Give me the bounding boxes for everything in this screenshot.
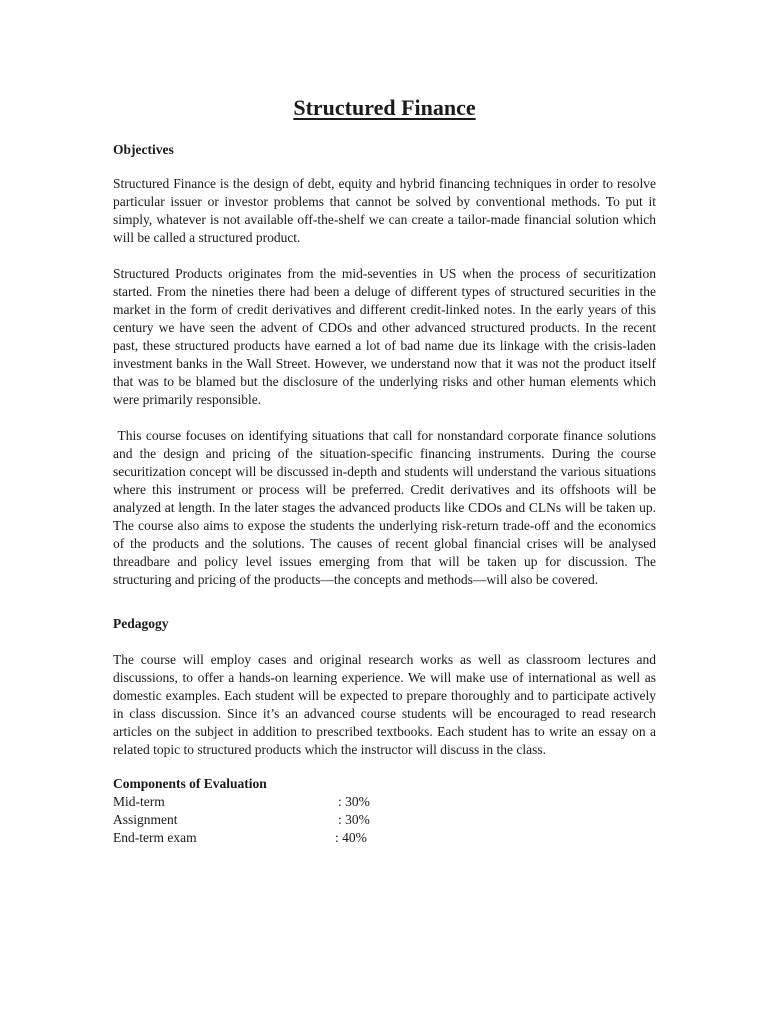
evaluation-heading: Components of Evaluation: [113, 776, 267, 791]
objectives-paragraph-2: Structured Products originates from the mid-seventies in US when the process of securitization started. From the nineties there had been a deluge of different types of structured securities in the market in the form of credit derivatives and different credit-linked notes. In the early years of this century we have seen the advent of CDOs and other advanced structured products. In the recent past, these structured products have earned a lot of bad name due its linkage with the crisis-laden investment banks in the Wall Street. However, we understand now that it was not the product itself that was to be blamed but the disclosure of the underlying risks and other human elements which were primarily responsible.: [113, 266, 656, 407]
evaluation-item-assignment: [113, 811, 656, 829]
pedagogy-paragraph: The course will employ cases and original research works as well as classroom lectures and discussions, to offer a hands-on learning experience. We will make use of international as well as domestic examples. Each student will be expected to prepare thoroughly and to participate actively in class discussion. Since it’s an advanced course students will be encouraged to read research articles on the subject in addition to prescribed textbooks. Each student has to write an essay on a related topic to structured products which the instructor will discuss in the class.: [113, 652, 656, 757]
evaluation-label: Assignment: [113, 812, 178, 827]
evaluation-weight: : 30%: [338, 794, 370, 809]
evaluation-weight: : 40%: [335, 830, 367, 845]
evaluation-label: End-term exam: [113, 830, 197, 845]
evaluation-item-midterm: [113, 793, 656, 811]
pedagogy-heading: Pedagogy: [113, 616, 169, 631]
objectives-paragraph-1: Structured Finance is the design of debt, equity and hybrid financing techniques in order to resolve particular issuer or investor problems that cannot be solved by conventional methods. To put it simply, whatever is not available off-the-shelf we can create a tailor-made financial solution which will be called a structured product.: [113, 176, 656, 245]
evaluation-label: Mid-term: [113, 794, 165, 809]
evaluation-list: [113, 793, 656, 847]
evaluation-weight: : 30%: [338, 812, 370, 827]
objectives-heading: Objectives: [113, 142, 174, 157]
objectives-paragraph-3: This course focuses on identifying situations that call for nonstandard corporate finance solutions and the design and pricing of the situation-specific financing instruments. During the course securitization concept will be discussed in-depth and students will understand the various situations where this instrument or process will be preferred. Credit derivatives and its offshoots will be analyzed at length. In the later stages the advanced products like CDOs and CLNs will be taken up. The course also aims to expose the students the underlying risk-return trade-off and the economics of the products and the solutions. The causes of recent global financial crises will be analysed threadbare and policy level issues emerging from that will be taken up for discussion. The structuring and pricing of the products—the concepts and methods—will also be covered.: [113, 428, 660, 587]
document-title: Structured Finance: [293, 95, 476, 120]
evaluation-item-endterm: [113, 829, 656, 847]
